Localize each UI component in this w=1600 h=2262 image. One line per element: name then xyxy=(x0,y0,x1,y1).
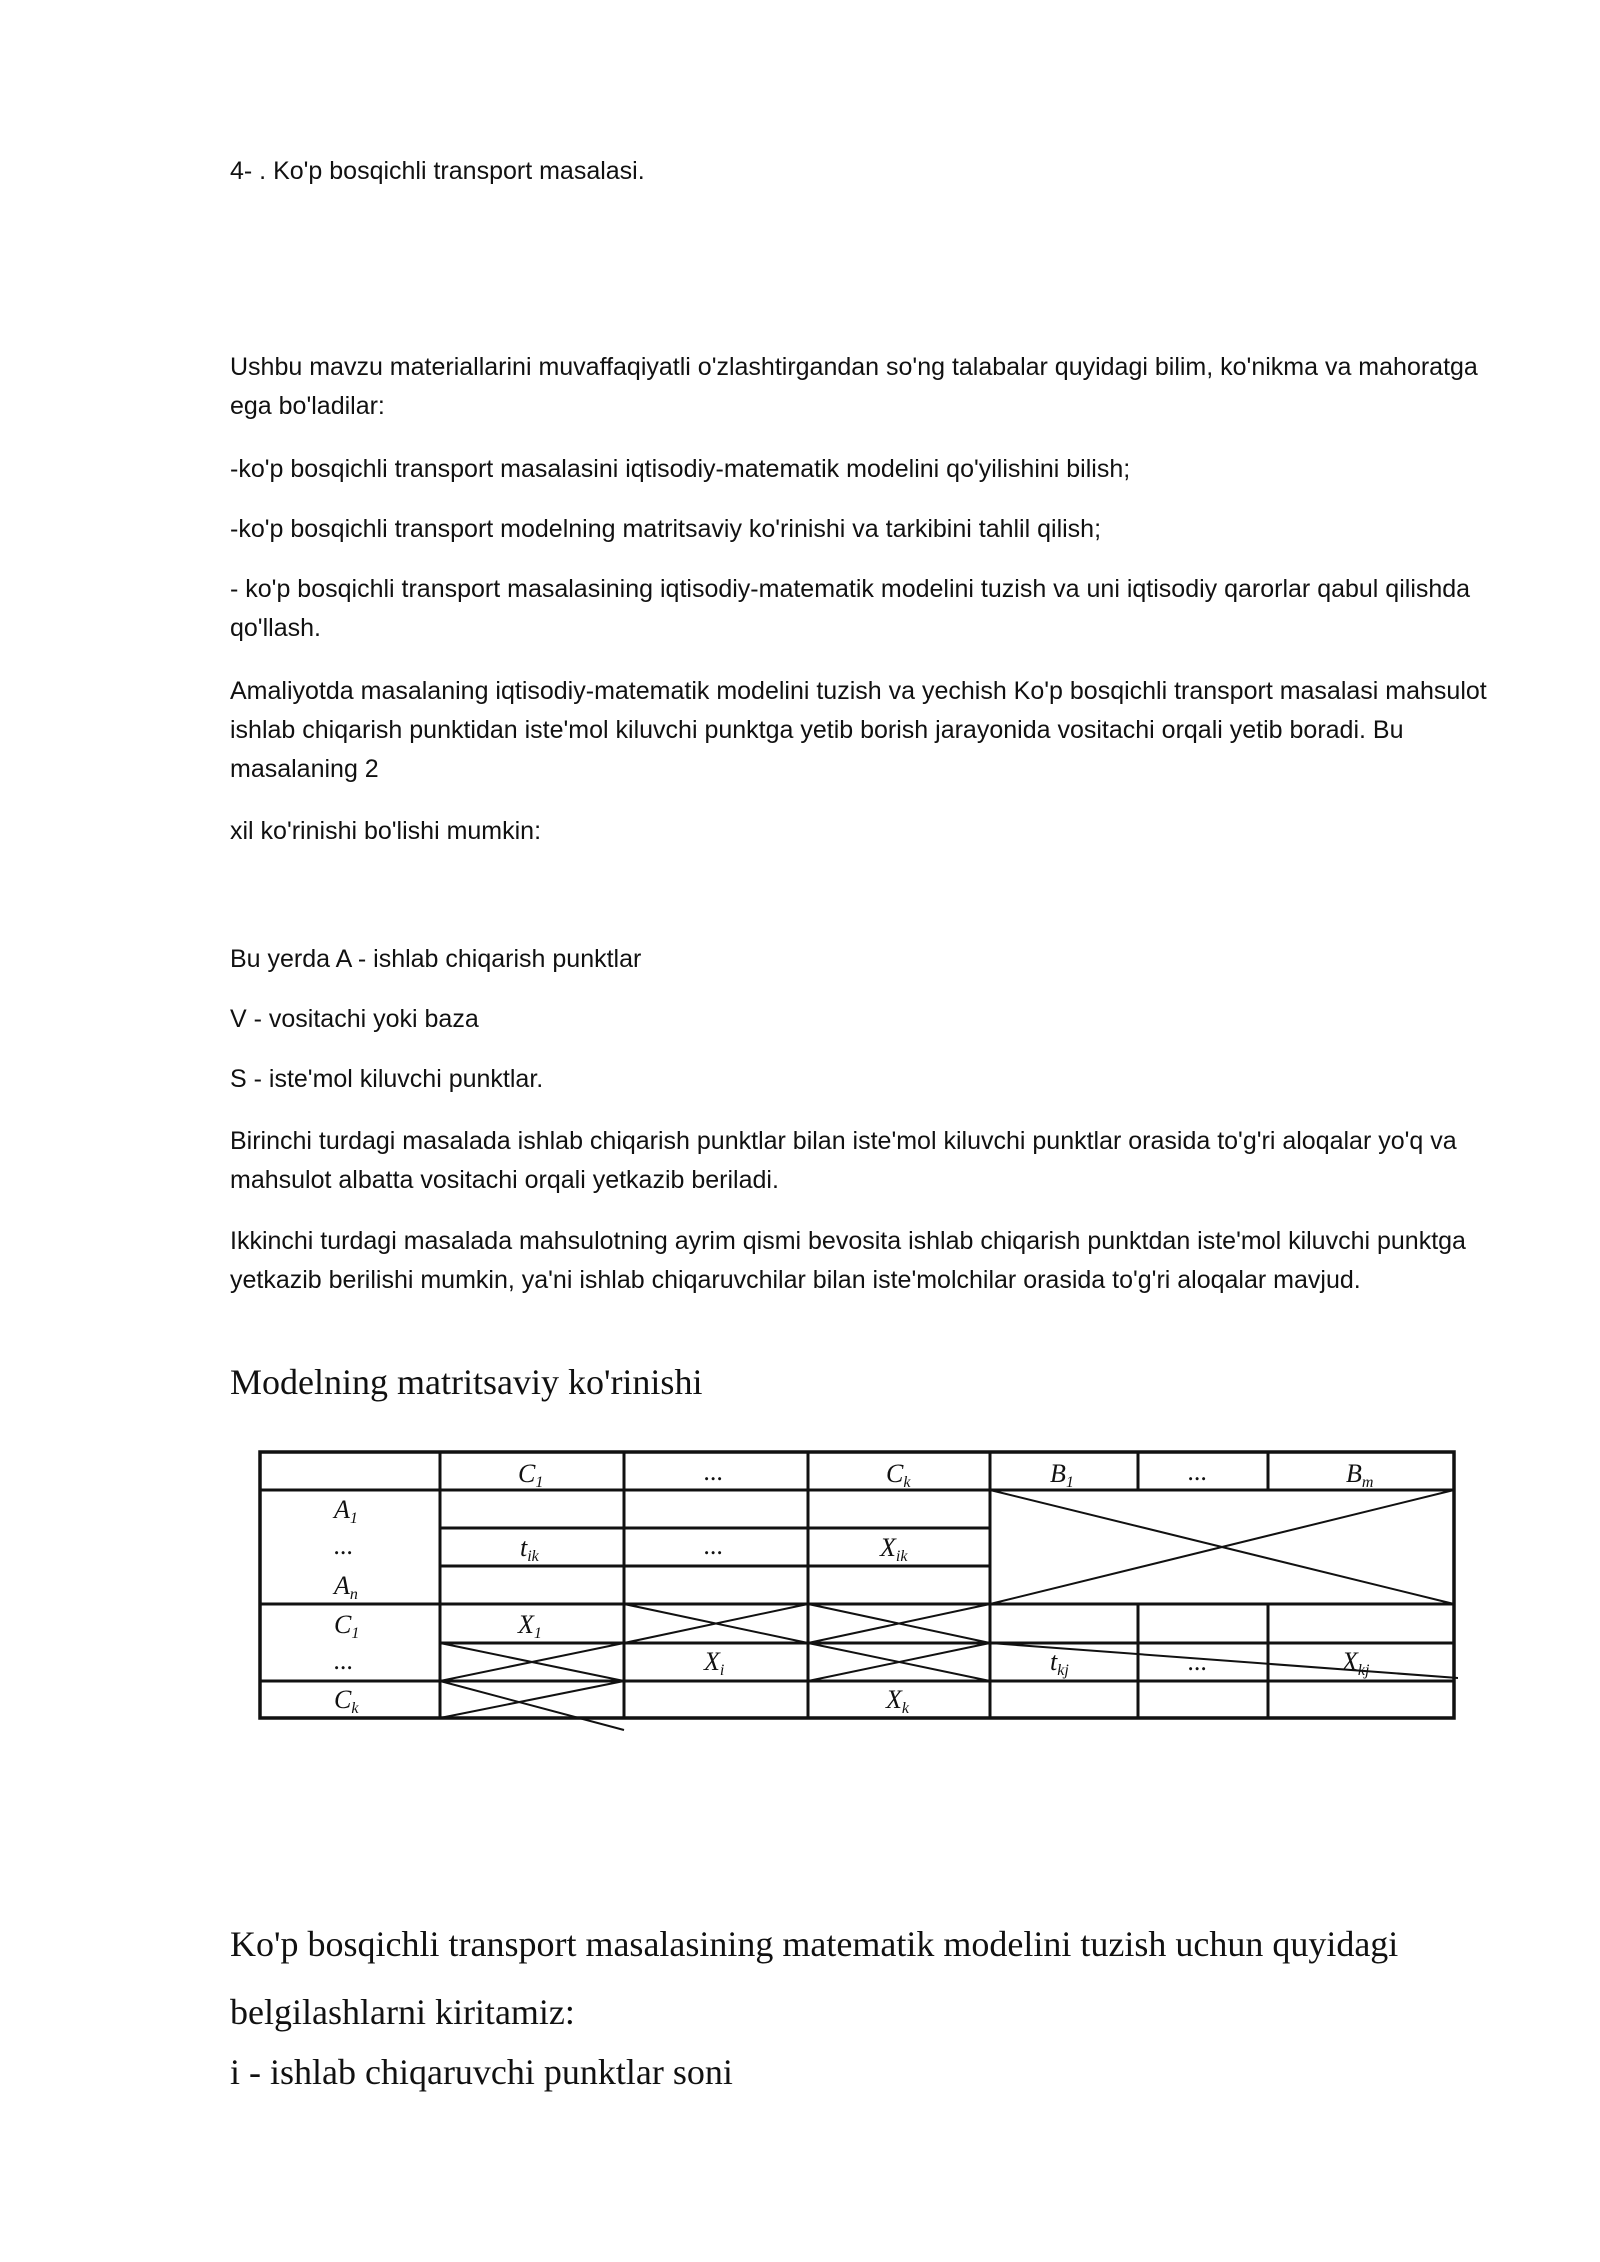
legend-a: Bu yerda A - ishlab chiqarish punktlar xyxy=(230,945,642,973)
cell-x-k: Xk xyxy=(886,1685,909,1717)
cell-x-i: Xi xyxy=(704,1647,725,1679)
row-header-a1: A1 xyxy=(334,1495,358,1527)
cell-dots-low: ... xyxy=(1188,1647,1208,1676)
col-header-bm: Bm xyxy=(1346,1459,1374,1491)
matrix-title: Modelning matritsaviy ko'rinishi xyxy=(230,1362,703,1402)
second-type-paragraph: Ikkinchi turdagi masalada mahsulotning ayrim qismi bevosita ishlab chiqarish punktdan iste'mol kiluvchi punktga yetkazib berilishi mumkin, ya'ni ishlab chiqaruvchilar bilan iste'molchilar orasida to'g'ri aloqalar mavjud. xyxy=(230,1227,1466,1294)
col-header-c1: C1 xyxy=(518,1459,544,1491)
col-header-ck: Ck xyxy=(886,1459,911,1491)
objective-2: -ko'p bosqichli transport modelning matritsaviy ko'rinishi va tarkibini tahlil qilish; xyxy=(230,515,1102,543)
practice-paragraph: Amaliyotda masalaning iqtisodiy-matematik modelini tuzish va yechish Ko'p bosqichli transport masalasi mahsulot ishlab chiqarish punktidan iste'mol kiluvchi punktga yetib borish jarayonida vositachi orqali yetib boradi. Bu masalaning 2 xyxy=(230,677,1487,783)
row-header-c1: C1 xyxy=(334,1610,360,1642)
row-header-dots-c: ... xyxy=(334,1646,354,1675)
cell-t-ik: tik xyxy=(520,1533,539,1565)
first-type-paragraph: Birinchi turdagi masalada ishlab chiqarish punktlar bilan iste'mol kiluvchi punktlar orasida to'g'ri aloqalar yo'q va mahsulot albatta vositachi orqali yetkazib beriladi. xyxy=(230,1127,1457,1194)
cell-x-kj: Xkj xyxy=(1342,1647,1370,1679)
section-heading: 4- . Ko'p bosqichli transport masalasi. xyxy=(230,157,645,185)
row-header-an: An xyxy=(334,1571,358,1603)
col-header-dots: ... xyxy=(704,1457,724,1486)
model-intro: Ko'p bosqichli transport masalasining matematik modelini tuzish uchun quyidagi belgilashlarni kiritamiz: xyxy=(230,1924,1399,2032)
col-header-dots-b: ... xyxy=(1188,1457,1208,1486)
legend-s: S - iste'mol kiluvchi punktlar. xyxy=(230,1065,544,1093)
forms-line: xil ko'rinishi bo'lishi mumkin: xyxy=(230,817,542,845)
intro-paragraph: Ushbu mavzu materiallarini muvaffaqiyatli o'zlashtirgandan so'ng talabalar quyidagi bilim, ko'nikma va mahoratga ega bo'ladilar: xyxy=(230,353,1478,420)
cell-t-kj: tkj xyxy=(1050,1647,1069,1679)
model-matrix xyxy=(258,1450,1458,1740)
legend-v: V - vositachi yoki baza xyxy=(230,1005,479,1033)
cell-x-1: X1 xyxy=(518,1610,542,1642)
objective-3: - ko'p bosqichli transport masalasining iqtisodiy-matematik modelini tuzish va uni iqtisodiy qarorlar qabul qilishda qo'llash. xyxy=(230,575,1471,642)
row-header-dots-a: ... xyxy=(334,1531,354,1560)
cell-dots-mid: ... xyxy=(704,1531,724,1560)
col-header-b1: B1 xyxy=(1050,1459,1074,1491)
objective-1: -ko'p bosqichli transport masalasini iqtisodiy-matematik modelini qo'yilishini bilish; xyxy=(230,455,1131,483)
row-header-ck: Ck xyxy=(334,1685,359,1717)
cell-x-ik: Xik xyxy=(880,1533,908,1565)
notation-first: i - ishlab chiqaruvchi punktlar soni xyxy=(230,2052,733,2092)
